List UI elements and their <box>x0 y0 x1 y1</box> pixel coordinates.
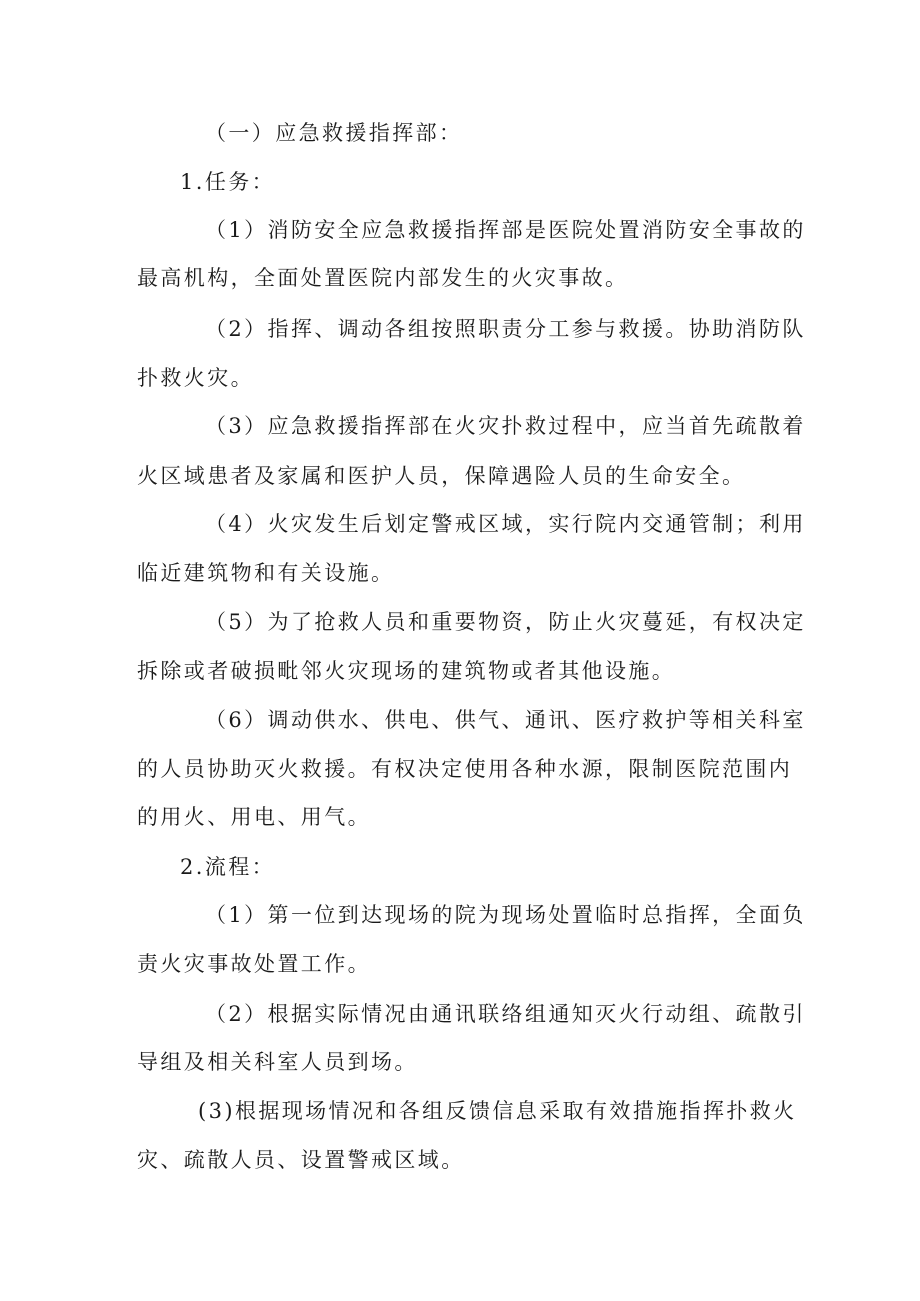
task-1-line-1: （1）消防安全应急救援指挥部是医院处置消防安全事故的 <box>205 218 806 242</box>
task-3-line-2: 火区域患者及家属和医护人员，保障遇险人员的生命安全。 <box>137 464 746 488</box>
task-5-line-1: （5）为了抢救人员和重要物资，防止火灾蔓延，有权决定 <box>205 610 806 634</box>
tasks-heading: 1.任务： <box>180 170 276 194</box>
process-3-line-1: (3)根据现场情况和各组反馈信息采取有效措施指挥扑救火 <box>198 1099 797 1123</box>
process-1-line-2: 责火灾事故处置工作。 <box>137 952 371 976</box>
process-2-line-2: 导组及相关科室人员到场。 <box>137 1050 418 1074</box>
task-6-line-3: 的用火、用电、用气。 <box>137 805 371 829</box>
task-2-line-2: 扑救火灾。 <box>137 366 254 390</box>
task-3-line-1: （3）应急救援指挥部在火灾扑救过程中，应当首先疏散着 <box>205 414 806 438</box>
process-2-line-1: （2）根据实际情况由通讯联络组通知灭火行动组、疏散引 <box>205 1002 806 1026</box>
task-2-line-1: （2）指挥、调动各组按照职责分工参与救援。协助消防队 <box>205 317 806 341</box>
task-4-line-2: 临近建筑物和有关设施。 <box>137 561 395 585</box>
process-heading: 2.流程： <box>180 855 276 879</box>
process-3-line-2: 灾、疏散人员、设置警戒区域。 <box>137 1148 465 1172</box>
task-4-line-1: （4）火灾发生后划定警戒区域，实行院内交通管制；利用 <box>205 512 806 536</box>
task-1-line-2: 最高机构，全面处置医院内部发生的火灾事故。 <box>137 266 629 290</box>
task-6-line-1: （6）调动供水、供电、供气、通讯、医疗救护等相关科室 <box>205 708 806 732</box>
section-heading: （一）应急救援指挥部： <box>205 121 463 145</box>
task-5-line-2: 拆除或者破损毗邻火灾现场的建筑物或者其他设施。 <box>137 659 676 683</box>
task-6-line-2: 的人员协助灭火救援。有权决定使用各种水源，限制医院范围内 <box>137 757 793 781</box>
process-1-line-1: （1）第一位到达现场的院为现场处置临时总指挥，全面负 <box>205 903 806 927</box>
